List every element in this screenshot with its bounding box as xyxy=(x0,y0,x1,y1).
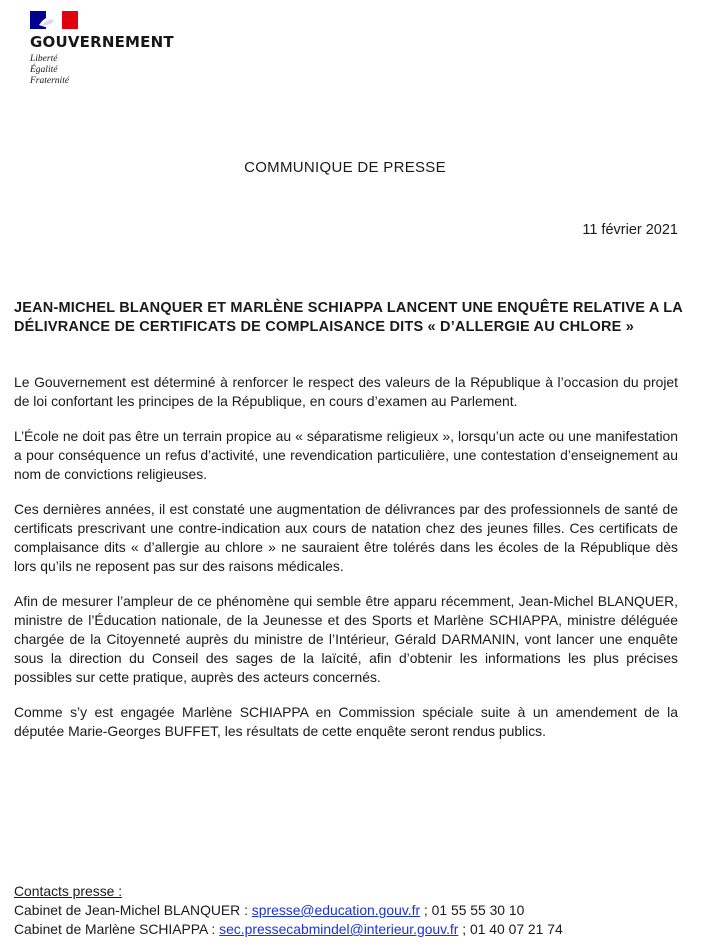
contact-line xyxy=(14,901,563,920)
body-paragraph: Comme s’y est engagée Marlène SCHIAPPA en Commission spéciale suite à un amendement de la députée Marie-Georges BUFFET, les résultats de cette enquête seront rendus publics. xyxy=(14,704,678,739)
contact-phone: ; 01 55 55 30 10 xyxy=(420,902,525,918)
contact-label: Cabinet de Marlène SCHIAPPA : xyxy=(14,921,220,937)
press-release-body xyxy=(14,373,678,757)
body-paragraph: Ces dernières années, il est constaté une augmentation de délivrances par des professionnels de santé de certificats prescrivant une contre-indication aux cours de natation chez des jeunes filles. Ces certificats de complaisance dits « d’allergie au chlore » ne sauraient être tolérés dans les écoles de la République dès lors qu’ils ne reposent pas sur des raisons médicales. xyxy=(14,501,678,574)
motto-line: Égalité xyxy=(30,65,58,75)
motto-line: Fraternité xyxy=(30,76,70,86)
contact-email-link[interactable]: spresse@education.gouv.fr xyxy=(251,902,421,918)
publication-date: 11 février 2021 xyxy=(582,222,678,238)
motto-line: Liberté xyxy=(30,54,58,64)
contact-email-link[interactable]: sec.pressecabmindel@interieur.gouv.fr xyxy=(219,921,459,937)
contacts-title: Contacts presse : xyxy=(14,883,123,899)
body-paragraph: Le Gouvernement est déterminé à renforcer le respect des valeurs de la République à l’occasion du projet de loi confortant les principes de la République, en cours d’examen au Parlement. xyxy=(14,374,678,409)
press-release-title xyxy=(14,299,683,337)
body-paragraph: Afin de mesurer l’ampleur de ce phénomène qui semble être apparu récemment, Jean-Michel BLANQUER, ministre de l’Éducation nationale, de la Jeunesse et des Sports et Marlène SCHIAPPA, ministre déléguée chargée de la Citoyenneté auprès du ministre de l’Intérieur, Gérald DARMANIN, vont lancer une enquête sous la direction du Conseil des sages de la laïcité, afin d’obtenir les informations les plus précises possibles sur cette pratique, auprès des acteurs concernés. xyxy=(14,593,678,685)
title-line: JEAN-MICHEL BLANQUER ET MARLÈNE SCHIAPPA LANCENT UNE ENQUÊTE RELATIVE A LA xyxy=(14,300,683,316)
contact-label: Cabinet de Jean-Michel BLANQUER : xyxy=(14,902,252,918)
government-logo xyxy=(30,11,174,87)
contact-line xyxy=(14,920,563,939)
government-wordmark: GOUVERNEMENT xyxy=(30,33,174,51)
press-contacts xyxy=(14,882,563,939)
body-paragraph: L’École ne doit pas être un terrain propice au « séparatisme religieux », lorsqu’un acte ou une manifestation a pour conséquence un refus d’activité, une revendication particulière, une contestation d’enseignement au nom de convictions religieuses. xyxy=(14,428,678,482)
marianne-flag-icon xyxy=(30,11,78,29)
document-type-heading: COMMUNIQUE DE PRESSE xyxy=(244,159,446,176)
contact-phone: ; 01 40 07 21 74 xyxy=(458,921,563,937)
title-line: DÉLIVRANCE DE CERTIFICATS DE COMPLAISANCE DITS « D’ALLERGIE AU CHLORE » xyxy=(14,319,635,335)
republic-motto xyxy=(30,54,174,87)
